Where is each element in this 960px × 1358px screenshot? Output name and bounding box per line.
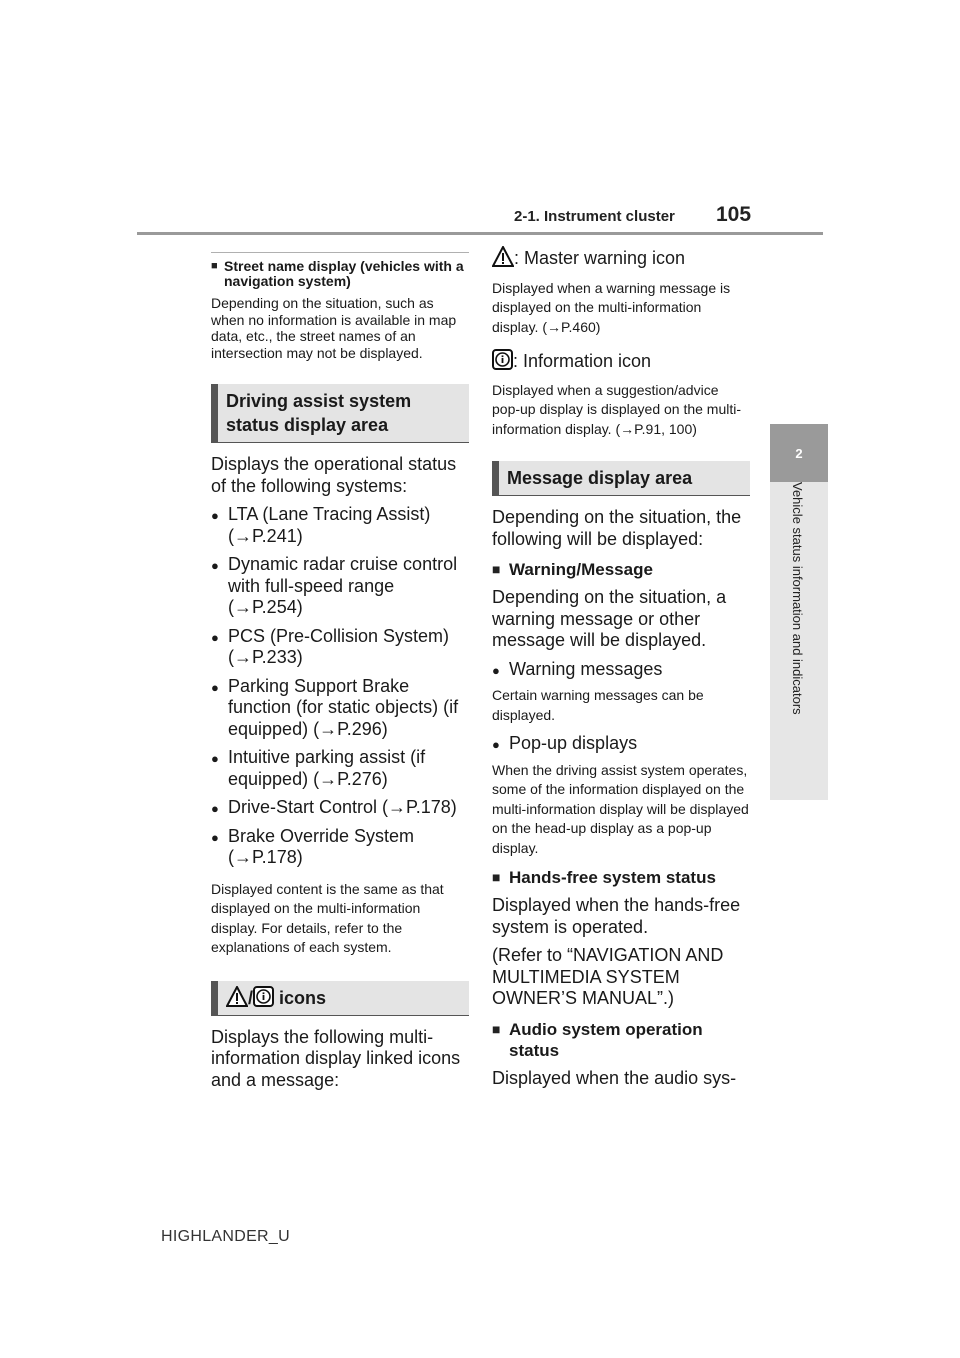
information-row <box>492 349 750 373</box>
chapter-tab <box>770 424 828 482</box>
driving-assist-intro: Displays the operational status of the following systems: <box>211 454 457 496</box>
street-name-heading: ■ Street name display (vehicles with a navigation system) <box>211 259 469 289</box>
page-number: 105 <box>716 203 752 226</box>
warning-message-heading: ■ Warning/Message <box>492 559 750 580</box>
information-label: : Information icon <box>513 351 652 371</box>
list-item: ● PCS (Pre-Collision System) (→P.233) <box>211 626 469 669</box>
master-warning-label: : Master warning icon <box>514 248 686 268</box>
header-rule <box>137 232 823 235</box>
warning-message-body: Depending on the situation, a warning message or other message will be displayed. <box>492 587 727 650</box>
message-display-heading-text: Message display area <box>507 468 693 488</box>
message-display-heading <box>492 461 750 496</box>
icons-heading-separator: / <box>248 987 254 1008</box>
driving-assist-note: Displayed content is the same as that displayed on the multi-information display. For details, refer to the explanations of each system. <box>211 880 444 955</box>
audio-heading: ■ Audio system operation status <box>492 1019 750 1061</box>
information-icon <box>253 986 274 1007</box>
master-warning-icon <box>226 986 248 1007</box>
master-warning-body: Displayed when a warning message is displayed on the multi-information display. (→P.460) <box>492 279 731 335</box>
information-body: Displayed when a suggestion/advice pop-up display is displayed on the multi-information display. (→P.91, 100) <box>492 381 742 437</box>
divider <box>211 252 469 253</box>
audio-body: Displayed when the audio sys- <box>492 1067 737 1088</box>
hands-free-body: Displayed when the hands-free system is operated. <box>492 895 741 937</box>
list-item: ● Drive-Start Control (→P.178) <box>211 797 469 819</box>
master-warning-icon <box>492 246 514 267</box>
left-column <box>211 252 469 1091</box>
model-footer: HIGHLANDER_U <box>161 1228 290 1245</box>
list-item: ● Pop-up displays <box>492 733 750 755</box>
message-display-intro: Depending on the situation, the following will be displayed: <box>492 507 742 549</box>
section-title: 2-1. Instrument cluster <box>514 208 675 225</box>
icons-heading <box>211 981 469 1016</box>
popup-note: When the driving assist system operates, some of the information displayed on the multi-information display will be displayed on the head-up display as a pop-up display. <box>492 761 749 856</box>
warning-messages-note: Certain warning messages can be displayed. <box>492 687 704 723</box>
chapter-title: Vehicle status information and indicators <box>790 482 805 715</box>
list-item: ● Dynamic radar cruise control with full-speed range (→P.254) <box>211 554 469 619</box>
chapter-number: 2 <box>795 446 803 461</box>
list-item: ● Parking Support Brake function (for static objects) (if equipped) (→P.296) <box>211 676 469 741</box>
master-warning-row <box>492 246 750 270</box>
street-name-body: Depending on the situation, such as when no information is available in map data, etc., the street names of an intersection may not be displayed. <box>211 295 457 361</box>
right-column <box>492 246 750 1089</box>
hands-free-heading: ■ Hands-free system status <box>492 867 750 888</box>
icons-heading-suffix: icons <box>274 987 327 1008</box>
driving-assist-heading-text: Driving assist system status display area <box>226 391 412 435</box>
information-icon <box>492 349 513 370</box>
list-item: ● Warning messages <box>492 659 750 681</box>
icons-body: Displays the following multi-information display linked icons and a message: <box>211 1026 461 1090</box>
hands-free-reference: (Refer to “NAVIGATION AND MULTIMEDIA SYSTEM OWNER’S MANUAL”.) <box>492 945 724 1008</box>
list-item: ● LTA (Lane Tracing Assist) (→P.241) <box>211 504 469 547</box>
list-item: ● Brake Override System (→P.178) <box>211 826 469 869</box>
driving-assist-heading <box>211 384 469 443</box>
list-item: ● Intuitive parking assist (if equipped) (→P.276) <box>211 747 469 790</box>
